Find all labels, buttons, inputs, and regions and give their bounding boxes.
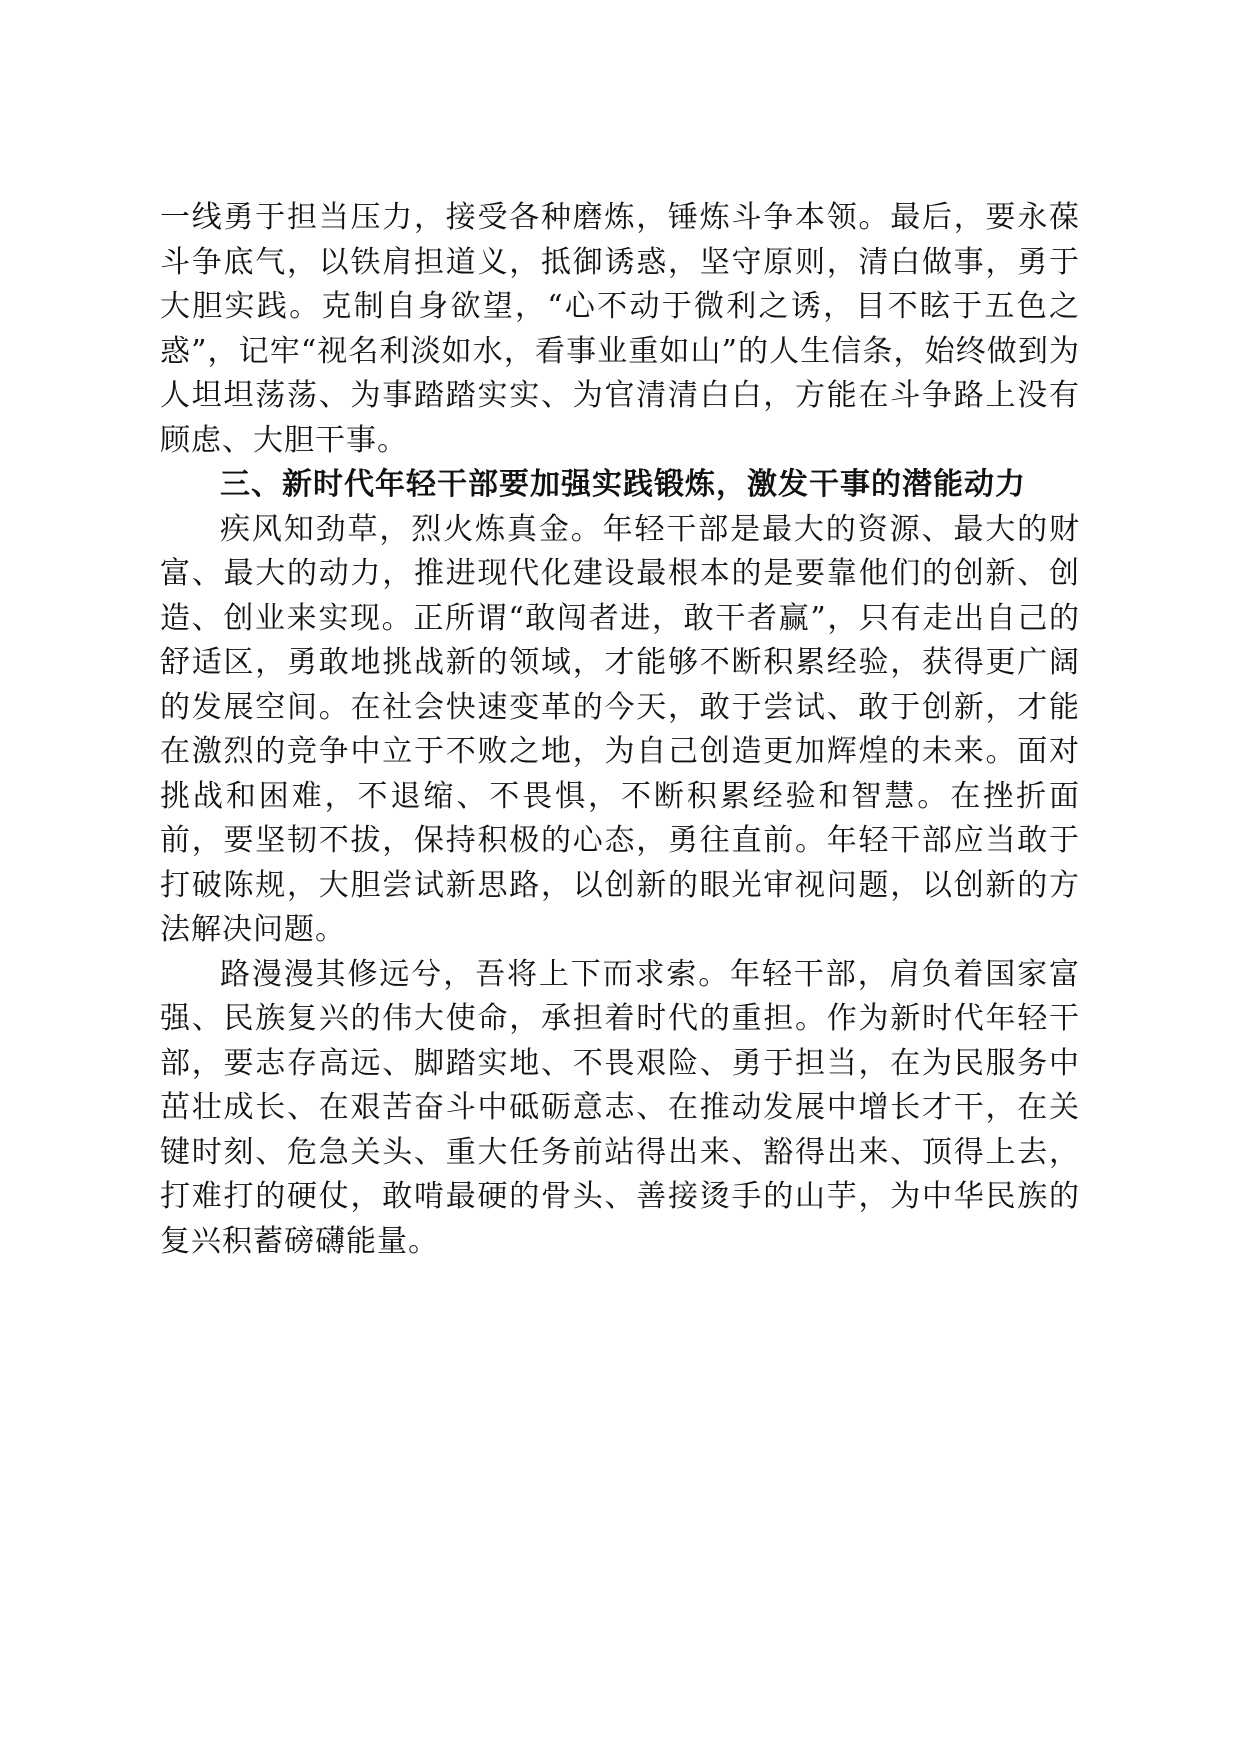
section-heading: 三、新时代年轻干部要加强实践锻炼，激发干事的潜能动力 [220, 467, 1026, 502]
body-paragraph: 疾风知劲草，烈火炼真金。年轻干部是最大的资源、最大的财富、最大的动力，推进现代化建设最根本的是要靠他们的创新、创造、创业来实现。正所谓“敢闯者进，敢干者赢”，只有走出自己的舒适区，勇敢地挑战新的领域，才能够不断积累经验，获得更广阔的发展空间。在社会快速变革的今天，敢于尝试、敢于创新，才能在激烈的竞争中立于不败之地，为自己创造更加辉煌的未来。面对挑战和困难，不退缩、不畏惧，不断积累经验和智慧。在挫折面前，要坚韧不拔，保持积极的心态，勇往直前。年轻干部应当敢于打破陈规，大胆尝试新思路，以创新的眼光审视问题，以创新的方法解决问题。 [160, 511, 1080, 947]
body-paragraph: 路漫漫其修远兮，吾将上下而求索。年轻干部，肩负着国家富强、民族复兴的伟大使命，承担着时代的重担。作为新时代年轻干部，要志存高远、脚踏实地、不畏艰险、勇于担当，在为民服务中茁壮成长、在艰苦奋斗中砥砺意志、在推动发展中增长才干，在关键时刻、危急关头、重大任务前站得出来、豁得出来、顶得上去，打难打的硬仗，敢啃最硬的骨头、善接烫手的山芋，为中华民族的复兴积蓄磅礴能量。 [160, 956, 1080, 1259]
document-page [160, 196, 1080, 1264]
continuation-paragraph: 一线勇于担当压力，接受各种磨炼，锤炼斗争本领。最后，要永葆斗争底气，以铁肩担道义，抵御诱惑，坚守原则，清白做事，勇于大胆实践。克制自身欲望，“心不动于微利之诱，目不眩于五色之惑”，记牢“视名利淡如水，看事业重如山”的人生信条，始终做到为人坦坦荡荡、为事踏踏实实、为官清清白白，方能在斗争路上没有顾虑、大胆干事。 [160, 200, 1080, 458]
